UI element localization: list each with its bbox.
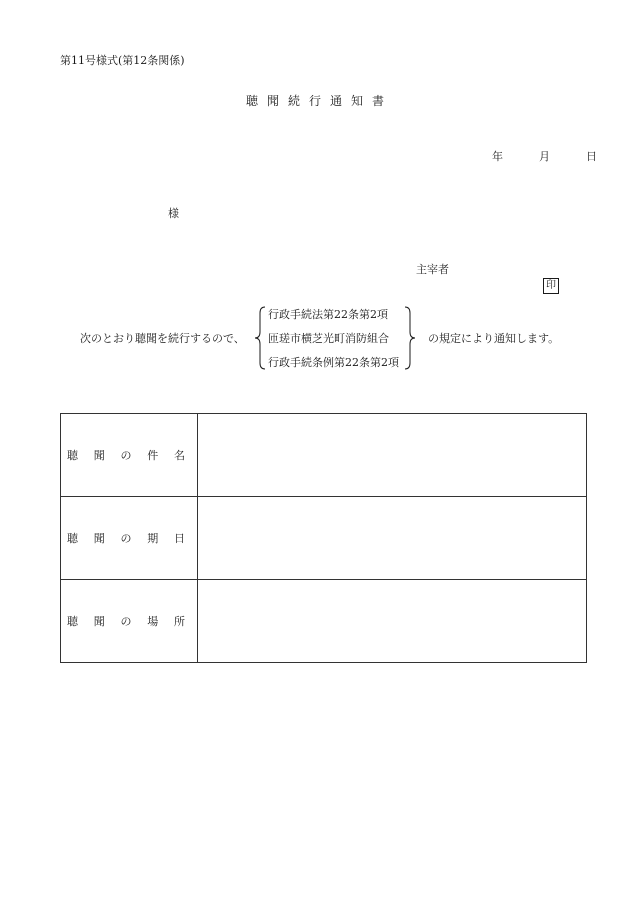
seal-mark: 印: [543, 278, 559, 294]
body-text-before: 次のとおり聴聞を続行するので、: [80, 332, 245, 345]
label-char: 場: [147, 615, 159, 628]
date-month-label: 月: [539, 150, 550, 163]
form-number: 第11号様式(第12条関係): [60, 54, 185, 67]
document-title: 聴聞続行通知書: [245, 94, 393, 108]
label-hearing-subject: [61, 414, 198, 497]
organizer-label: 主宰者: [416, 263, 449, 276]
value-hearing-date[interactable]: [198, 497, 587, 580]
table-row-place: [61, 580, 587, 663]
left-brace-icon: [254, 305, 266, 371]
label-char: 期: [147, 532, 159, 545]
label-char: 件: [147, 449, 159, 462]
date-day-label: 日: [586, 150, 597, 163]
label-char: 聴: [67, 532, 78, 545]
label-char: 所: [174, 615, 185, 628]
label-char: の: [120, 615, 132, 628]
label-char: 聞: [93, 449, 105, 462]
law-option-act: 行政手続法第22条第2項: [268, 308, 388, 321]
value-hearing-place[interactable]: [198, 580, 587, 663]
right-brace-icon: [404, 305, 416, 371]
label-char: 日: [174, 532, 185, 545]
law-option-union: 匝瑳市横芝光町消防組合: [268, 332, 389, 345]
label-char: の: [120, 532, 132, 545]
label-char: 聞: [93, 615, 105, 628]
label-char: 聴: [67, 615, 78, 628]
body-text-after: の規定により通知します。: [428, 332, 560, 345]
addressee-honorific: 様: [168, 207, 179, 220]
label-char: 聴: [67, 449, 78, 462]
date-year-label: 年: [492, 150, 503, 163]
law-option-ordinance: 行政手続条例第22条第2項: [268, 356, 399, 369]
table-row-subject: [61, 414, 587, 497]
label-hearing-place: [61, 580, 198, 663]
table-row-date: [61, 497, 587, 580]
label-char: 聞: [93, 532, 105, 545]
label-hearing-date: [61, 497, 198, 580]
value-hearing-subject[interactable]: [198, 414, 587, 497]
label-char: の: [120, 449, 132, 462]
label-char: 名: [174, 449, 185, 462]
hearing-info-table: [60, 413, 587, 663]
date-line: [474, 148, 597, 164]
